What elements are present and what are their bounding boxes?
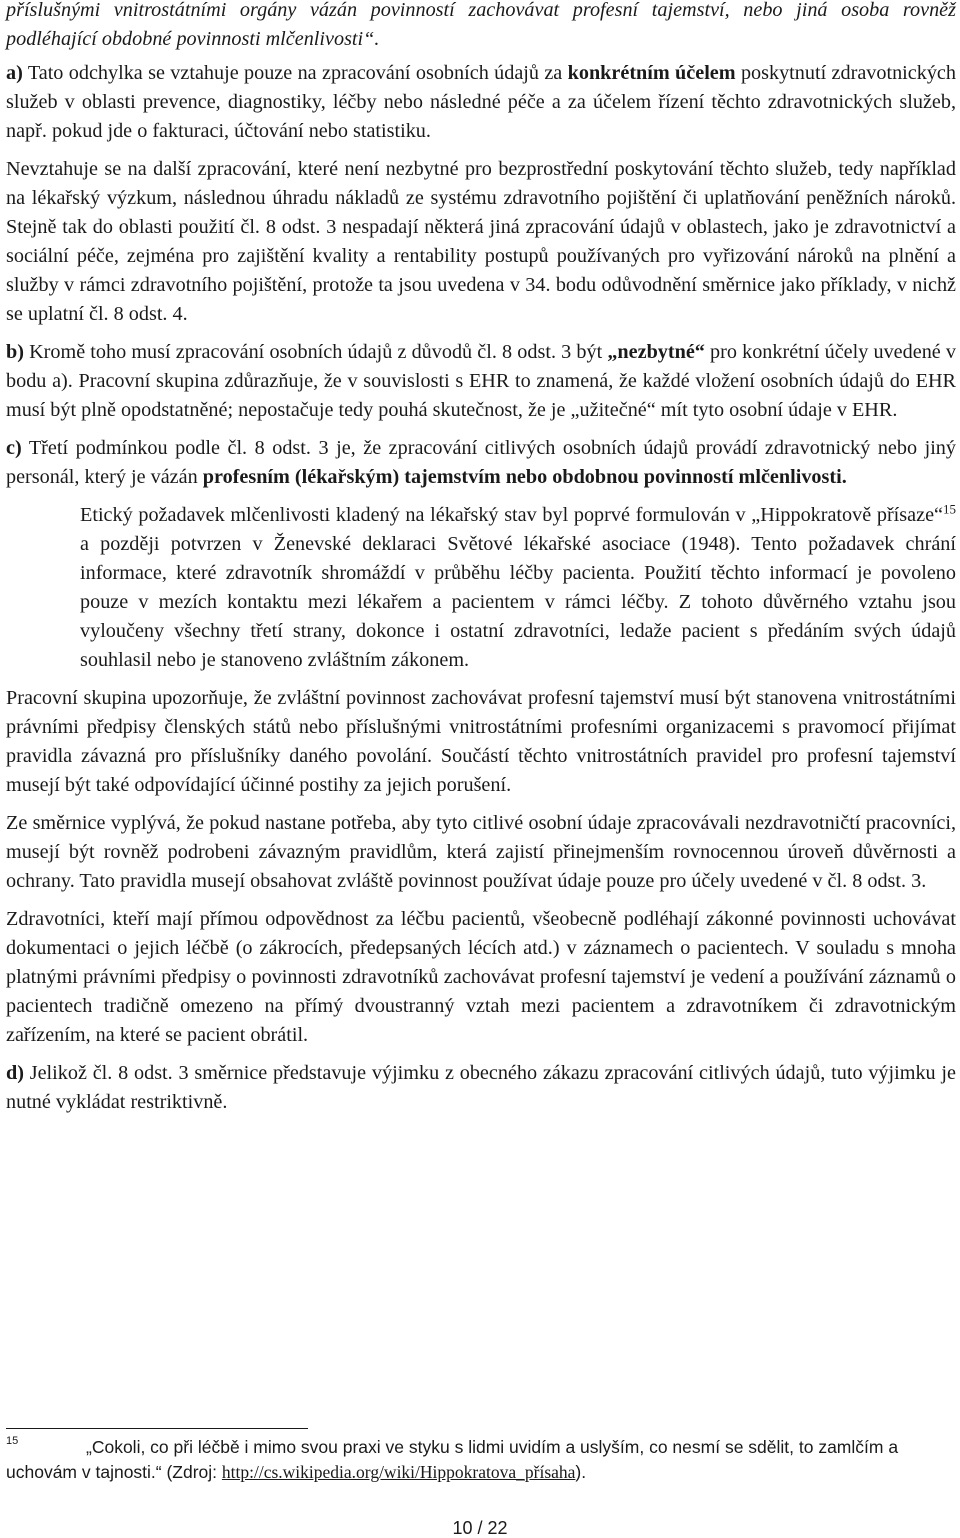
- section-d-label: d): [6, 1062, 24, 1084]
- section-d-paragraph: [6, 1059, 956, 1117]
- section-a-label: a): [6, 62, 23, 84]
- quote-text: Etický požadavek mlčenlivosti kladený na lékařský stav byl poprvé formulován v „Hippokratově přísaze“: [80, 504, 943, 526]
- section-a-paragraph: [6, 59, 956, 146]
- section-b-emphasis: „nezbytné“: [607, 341, 705, 363]
- footnote-text: „Cokoli, co při léčbě i mimo svou praxi ve styku s lidmi uvidím a uslyším, co nesmí se sdělit, to zamlčím a uchovám v tajnosti.“ (Zdroj:: [6, 1437, 899, 1482]
- nevztahuje-paragraph: Nevztahuje se na další zpracování, které není nezbytné pro bezprostřední poskytování těchto služeb, tedy například na lékařský výzkum, následnou úhradu nákladů ze systému zdravotního pojištění či uplatňování peněžních nároků. Stejně tak do oblasti použití čl. 8 odst. 3 nespadají některá jiná zpracování údajů v oblastech, jako je zdravotnictví a sociální péče, zejména pro zajištění kvality a rentability postupů používaných pro vyřizování nároků na plnění a služby v rámci zdravotního pojištění, protože ta jsou uvedena v 34. bodu odůvodnění směrnice jako příklady, v nichž se uplatní čl. 8 odst. 4.: [6, 158, 956, 325]
- section-a-text-end: poskytnutí zdravotnických služeb v oblasti prevence, diagnostiky, léčby nebo následné péče a za účelem řízení těchto zdravotnických služeb, např. pokud jde o fakturaci, účtování nebo statistiku.: [6, 62, 956, 142]
- footnote-reference[interactable]: 15: [943, 501, 956, 517]
- footnote-area: [6, 1428, 956, 1485]
- section-c-paragraph: [6, 434, 956, 492]
- section-b-text: Kromě toho musí zpracování osobních údajů z důvodů čl. 8 odst. 3 být: [23, 341, 608, 363]
- section-c-label: c): [6, 437, 22, 459]
- section-a-emphasis: konkrétním účelem: [567, 62, 736, 84]
- page-number: 10 / 22: [452, 1518, 508, 1538]
- intro-paragraph: příslušnými vnitrostátními orgány vázán povinností zachovávat profesní tajemství, nebo jiná osoba rovněž podléhající obdobné povinnosti mlčenlivosti“.: [6, 0, 956, 50]
- smernice-paragraph: Ze směrnice vyplývá, že pokud nastane potřeba, aby tyto citlivé osobní údaje zpracovávali nezdravotničtí pracovníci, musejí být rovněž podrobeni závazným pravidlům, která zajistí přinejmenším rovnocennou úroveň důvěrnosti a ochrany. Tato pravidla musejí obsahovat zvláště povinnost používat údaje pouze pro účely uvedené v čl. 8 odst. 3.: [6, 812, 956, 892]
- footnote-number: 15: [6, 1435, 19, 1447]
- zdravotnici-paragraph: Zdravotníci, kteří mají přímou odpovědnost za léčbu pacientů, všeobecně podléhají zákonné povinnosti uchovávat dokumentaci o jejich léčbě (o zákrocích, předepsaných lécích atd.) v záznamech o pacientech. V souladu s mnoha platnými právními předpisy o povinnosti zdravotníků zachovávat profesní tajemství je vedení a používání záznamů o pacientech tradičně omezeno na přímý dvoustranný vztah mezi pacientem a zdravotníkem či zdravotnickým zařízením, na které se pacient obrátil.: [6, 908, 956, 1046]
- footnote: [6, 1435, 956, 1485]
- section-b-label: b): [6, 341, 24, 363]
- footnote-divider: [6, 1428, 308, 1429]
- footnote-source-link[interactable]: http://cs.wikipedia.org/wiki/Hippokratova_přísaha: [221, 1462, 576, 1482]
- section-c-emphasis: profesním (lékařským) tajemstvím nebo obdobnou povinností mlčenlivosti.: [202, 466, 847, 488]
- quote-text-end: a později potvrzen v Ženevské deklaraci Světové lékařské asociace (1948). Tento požadavek chrání informace, které zdravotník shromáždí v průběhu léčby pacienta. Použití těchto informací je povoleno pouze v mezích kontaktu mezi lékařem a pacientem v rámci léčby. Z tohoto důvěrného vztahu jsou vyloučeny všechny třetí strany, dokonce i ostatní zdravotníci, ledaže pacient s předáním svých údajů souhlasil nebo je stanoveno zvláštním zákonem.: [80, 533, 956, 671]
- section-c-text: Třetí podmínkou podle čl. 8 odst. 3 je, že zpracování citlivých osobních údajů provádí zdravotnický nebo jiný personál, který je vázán: [6, 437, 956, 488]
- upozornuje-paragraph: Pracovní skupina upozorňuje, že zvláštní povinnost zachovávat profesní tajemství musí být stanovena vnitrostátními právními předpisy členských států nebo příslušnými vnitrostátními profesními organizacemi s pravomocí přijímat pravidla závazná pro příslušníky daného povolání. Součástí těchto vnitrostátních pravidel pro profesní tajemství musejí být také odpovídající účinné postihy za jejich porušení.: [6, 687, 956, 796]
- footnote-end: ).: [575, 1462, 587, 1482]
- document-page: [6, 0, 956, 1117]
- hippocratic-quote-paragraph: [80, 501, 956, 675]
- section-b-paragraph: [6, 338, 956, 425]
- section-a-text: Tato odchylka se vztahuje pouze na zpracování osobních údajů za: [22, 62, 568, 84]
- section-b-text-end: pro konkrétní účely uvedené v bodu a). Pracovní skupina zdůrazňuje, že v souvislosti s EHR to znamená, že každé vložení osobních údajů do EHR musí být plně opodstatněné; nepostačuje tedy pouhá skutečnost, že je „užitečné“ mít tyto osobní údaje v EHR.: [6, 341, 956, 421]
- section-d-text: Jelikož čl. 8 odst. 3 směrnice představuje výjimku z obecného zákazu zpracování citlivých údajů, tuto výjimku je nutné vykládat restriktivně.: [6, 1062, 956, 1113]
